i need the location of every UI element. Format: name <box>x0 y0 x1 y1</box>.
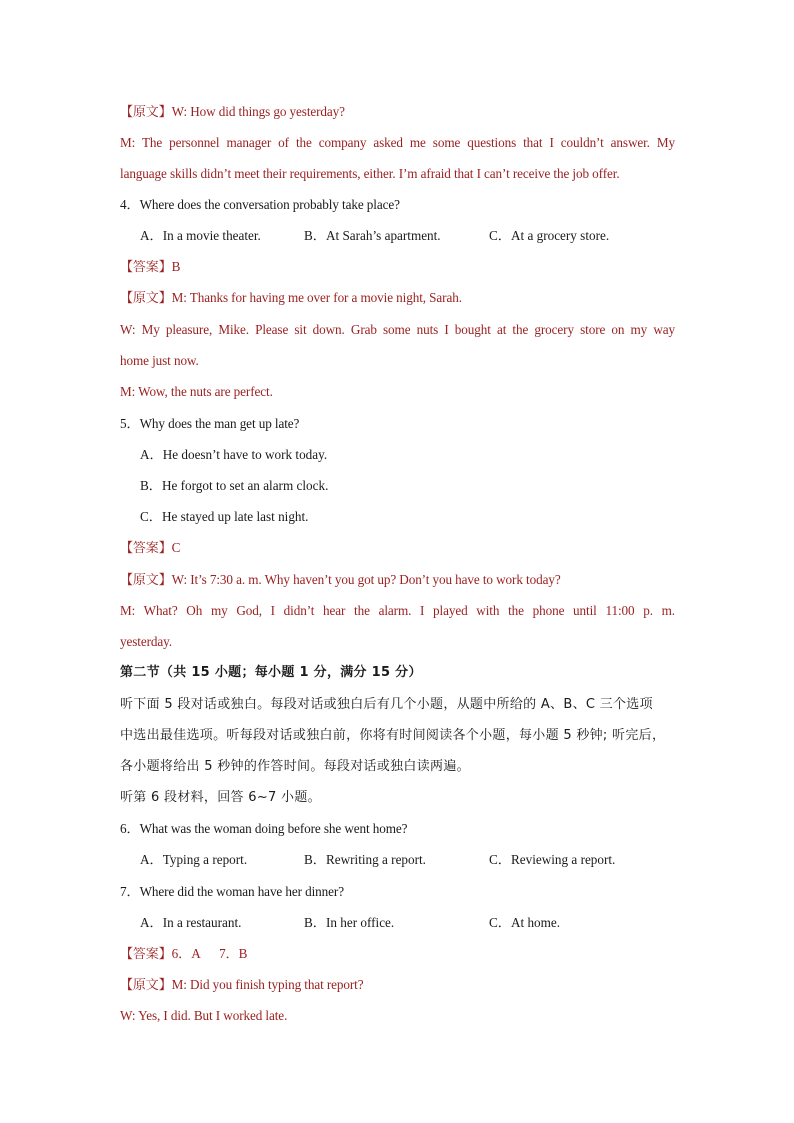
question-5: 5．Why does the man get up late? <box>120 416 300 431</box>
q4-option-b: B．At Sarah’s apartment. <box>304 228 441 243</box>
transcript-text: W: How did things go yesterday? <box>171 104 345 119</box>
transcript-line: M: What? Oh my God, I didn’t hear the alarm. I played with the phone until 11:00 p. m. <box>120 603 675 618</box>
answer-value: 6．A 7．B <box>171 946 248 961</box>
q6-option-c: C．Reviewing a report. <box>489 852 616 867</box>
transcript-line <box>120 977 675 994</box>
transcript-tag: 【原文】 <box>120 573 172 588</box>
transcript-line <box>120 104 675 121</box>
transcript-line: M: The personnel manager of the company asked me some questions that I couldn’t answer. My <box>120 135 675 150</box>
question-6: 6．What was the woman doing before she went home? <box>120 821 408 836</box>
answer-value: B <box>171 259 181 274</box>
q7-option-c: C．At home. <box>489 915 561 930</box>
answer-tag: 【答案】 <box>120 541 172 556</box>
transcript-line: home just now. <box>120 353 199 368</box>
q5-option-a: A．He doesn’t have to work today. <box>140 447 328 462</box>
transcript-line: W: Yes, I did. But I worked late. <box>120 1008 288 1023</box>
answer-value: C <box>171 540 181 555</box>
question-7: 7．Where did the woman have her dinner? <box>120 884 344 899</box>
q4-option-a: A．In a movie theater. <box>140 228 261 243</box>
instructions-line: 听下面 5 段对话或独白。每段对话或独白后有几个小题，从题中所给的 A、B、C 三个选项 <box>120 697 653 712</box>
transcript-line: W: My pleasure, Mike. Please sit down. Grab some nuts I bought at the grocery store on my way <box>120 322 675 337</box>
q6-option-b: B．Rewriting a report. <box>304 852 426 867</box>
material-line: 听第 6 段材料，回答 6~7 小题。 <box>120 790 321 805</box>
transcript-text: W: It’s 7:30 a. m. Why haven’t you got up? Don’t you have to work today? <box>171 572 561 587</box>
q7-option-b: B．In her office. <box>304 915 395 930</box>
instructions-line: 中选出最佳选项。听每段对话或独白前，你将有时间阅读各个小题，每小题 5 秒钟; 听完后， <box>120 728 666 743</box>
transcript-tag: 【原文】 <box>120 978 172 993</box>
transcript-line: language skills didn’t meet their requirements, either. I’m afraid that I can’t receive the job offer. <box>120 166 620 181</box>
answer-line <box>120 540 675 557</box>
transcript-text: M: Did you finish typing that report? <box>171 977 364 992</box>
q7-option-a: A．In a restaurant. <box>140 915 242 930</box>
transcript-line: yesterday. <box>120 634 172 649</box>
transcript-line <box>120 572 675 589</box>
answer-tag: 【答案】 <box>120 947 172 962</box>
q6-option-a: A．Typing a report. <box>140 852 248 867</box>
section-heading: 第二节（共 15 小题；每小题 1 分，满分 15 分） <box>120 665 422 680</box>
answer-line <box>120 259 675 276</box>
q5-option-c: C．He stayed up late last night. <box>140 509 309 524</box>
q4-option-c: C．At a grocery store. <box>489 228 610 243</box>
answer-tag: 【答案】 <box>120 260 172 275</box>
answer-line <box>120 946 675 963</box>
q5-option-b: B．He forgot to set an alarm clock. <box>140 478 329 493</box>
transcript-line <box>120 290 675 307</box>
question-4: 4．Where does the conversation probably take place? <box>120 197 400 212</box>
transcript-tag: 【原文】 <box>120 105 172 120</box>
transcript-line: M: Wow, the nuts are perfect. <box>120 384 273 399</box>
transcript-text: M: Thanks for having me over for a movie night, Sarah. <box>171 290 462 305</box>
instructions-line: 各小题将给出 5 秒钟的作答时间。每段对话或独白读两遍。 <box>120 759 470 774</box>
transcript-tag: 【原文】 <box>120 291 172 306</box>
